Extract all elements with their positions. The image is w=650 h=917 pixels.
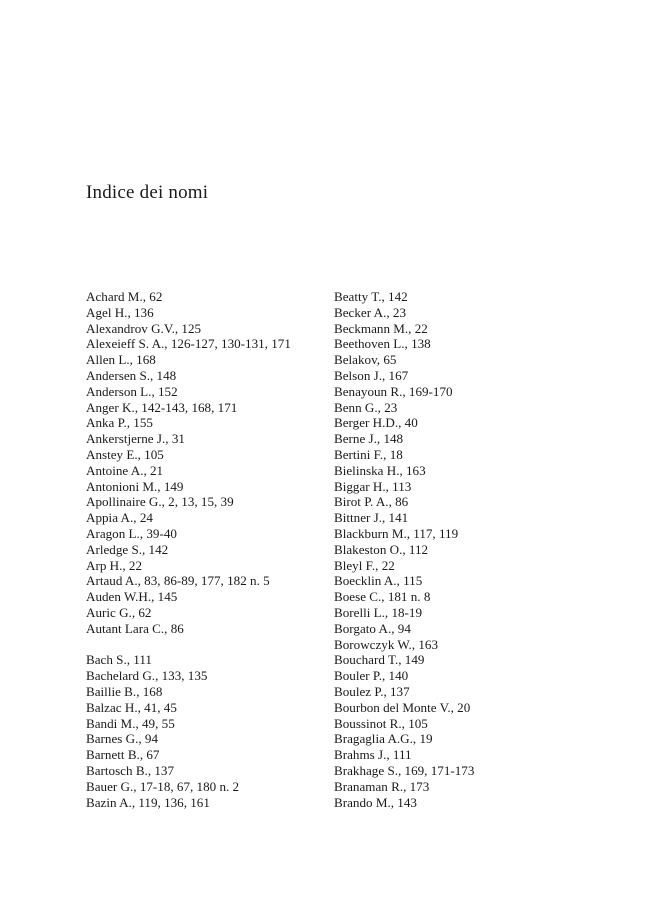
index-entry: Arp H., 22 [86, 557, 143, 573]
index-entry: Appia A., 24 [86, 510, 153, 526]
index-entry: Boussinot R., 105 [334, 715, 428, 731]
index-column-right [334, 289, 474, 810]
index-entry: Allen L., 168 [86, 352, 156, 368]
index-entry: Brahms J., 111 [334, 747, 412, 763]
index-entry: Bielinska H., 163 [334, 462, 426, 478]
index-entry: Anka P., 155 [86, 415, 153, 431]
index-entry: Bandi M., 49, 55 [86, 715, 175, 731]
index-column-left [86, 289, 291, 810]
index-entry: Artaud A., 83, 86-89, 177, 182 n. 5 [86, 573, 270, 589]
index-entry: Blackburn M., 117, 119 [334, 525, 459, 541]
index-entry: Bleyl F., 22 [334, 557, 395, 573]
index-entry: Boecklin A., 115 [334, 573, 423, 589]
index-entry: Anderson L., 152 [86, 383, 178, 399]
index-entry: Agel H., 136 [86, 304, 154, 320]
index-entry: Balzac H., 41, 45 [86, 699, 177, 715]
index-entry: Bragaglia A.G., 19 [334, 731, 433, 747]
index-entry: Achard M., 62 [86, 289, 163, 304]
index-entry: Berne J., 148 [334, 431, 404, 447]
index-entry: Bouchard T., 149 [334, 652, 425, 668]
index-entry: Apollinaire G., 2, 13, 15, 39 [86, 494, 234, 510]
index-entry: Benayoun R., 169-170 [334, 383, 453, 399]
index-entry: Belakov, 65 [334, 352, 397, 368]
letter-group-gap [86, 637, 291, 653]
index-entry: Borowczyk W., 163 [334, 636, 439, 652]
index-entry: Branaman R., 173 [334, 778, 430, 794]
index-entry: Bertini F., 18 [334, 446, 403, 462]
index-entry: Arledge S., 142 [86, 541, 169, 557]
index-entry: Boulez P., 137 [334, 683, 410, 699]
index-entry: Bourbon del Monte V., 20 [334, 699, 471, 715]
index-entry: Antonioni M., 149 [86, 478, 184, 494]
index-entry: Barnett B., 67 [86, 747, 160, 763]
index-entry: Andersen S., 148 [86, 367, 177, 383]
index-entry: Brakhage S., 169, 171-173 [334, 762, 475, 778]
index-entry: Blakeston O., 112 [334, 541, 429, 557]
index-entry: Boese C., 181 n. 8 [334, 589, 431, 605]
index-entry: Autant Lara C., 86 [86, 620, 184, 636]
index-entry: Antoine A., 21 [86, 462, 164, 478]
index-entry: Ankerstjerne J., 31 [86, 431, 185, 447]
index-entry: Bach S., 111 [86, 652, 152, 668]
page-title: Indice dei nomi [86, 182, 209, 203]
index-entry: Bazin A., 119, 136, 161 [86, 794, 210, 810]
index-entry: Beckmann M., 22 [334, 320, 428, 336]
index-entry: Bauer G., 17-18, 67, 180 n. 2 [86, 778, 240, 794]
index-entry: Auric G., 62 [86, 604, 152, 620]
index-entry: Baillie B., 168 [86, 683, 163, 699]
index-entry: Bachelard G., 133, 135 [86, 668, 208, 684]
index-entry: Bartosch B., 137 [86, 762, 175, 778]
index-entry: Bittner J., 141 [334, 510, 409, 526]
index-entry: Brando M., 143 [334, 794, 417, 810]
index-entry: Auden W.H., 145 [86, 589, 178, 605]
index-entry: Bouler P., 140 [334, 668, 409, 684]
index-entry: Beatty T., 142 [334, 289, 408, 304]
index-entry: Alexeieff S. A., 126-127, 130-131, 171 [86, 336, 291, 352]
index-entry: Biggar H., 113 [334, 478, 412, 494]
index-entry: Belson J., 167 [334, 367, 409, 383]
index-entry: Birot P. A., 86 [334, 494, 409, 510]
index-entry: Barnes G., 94 [86, 731, 159, 747]
index-entry: Anger K., 142-143, 168, 171 [86, 399, 238, 415]
index-entry: Benn G., 23 [334, 399, 398, 415]
index-entry: Anstey E., 105 [86, 446, 164, 462]
index-entry: Borelli L., 18-19 [334, 604, 423, 620]
index-entry: Aragon L., 39-40 [86, 525, 177, 541]
index-entry: Beethoven L., 138 [334, 336, 431, 352]
index-entry: Becker A., 23 [334, 304, 406, 320]
index-entry: Alexandrov G.V., 125 [86, 320, 202, 336]
index-entry: Berger H.D., 40 [334, 415, 418, 431]
index-entry: Borgato A., 94 [334, 620, 411, 636]
